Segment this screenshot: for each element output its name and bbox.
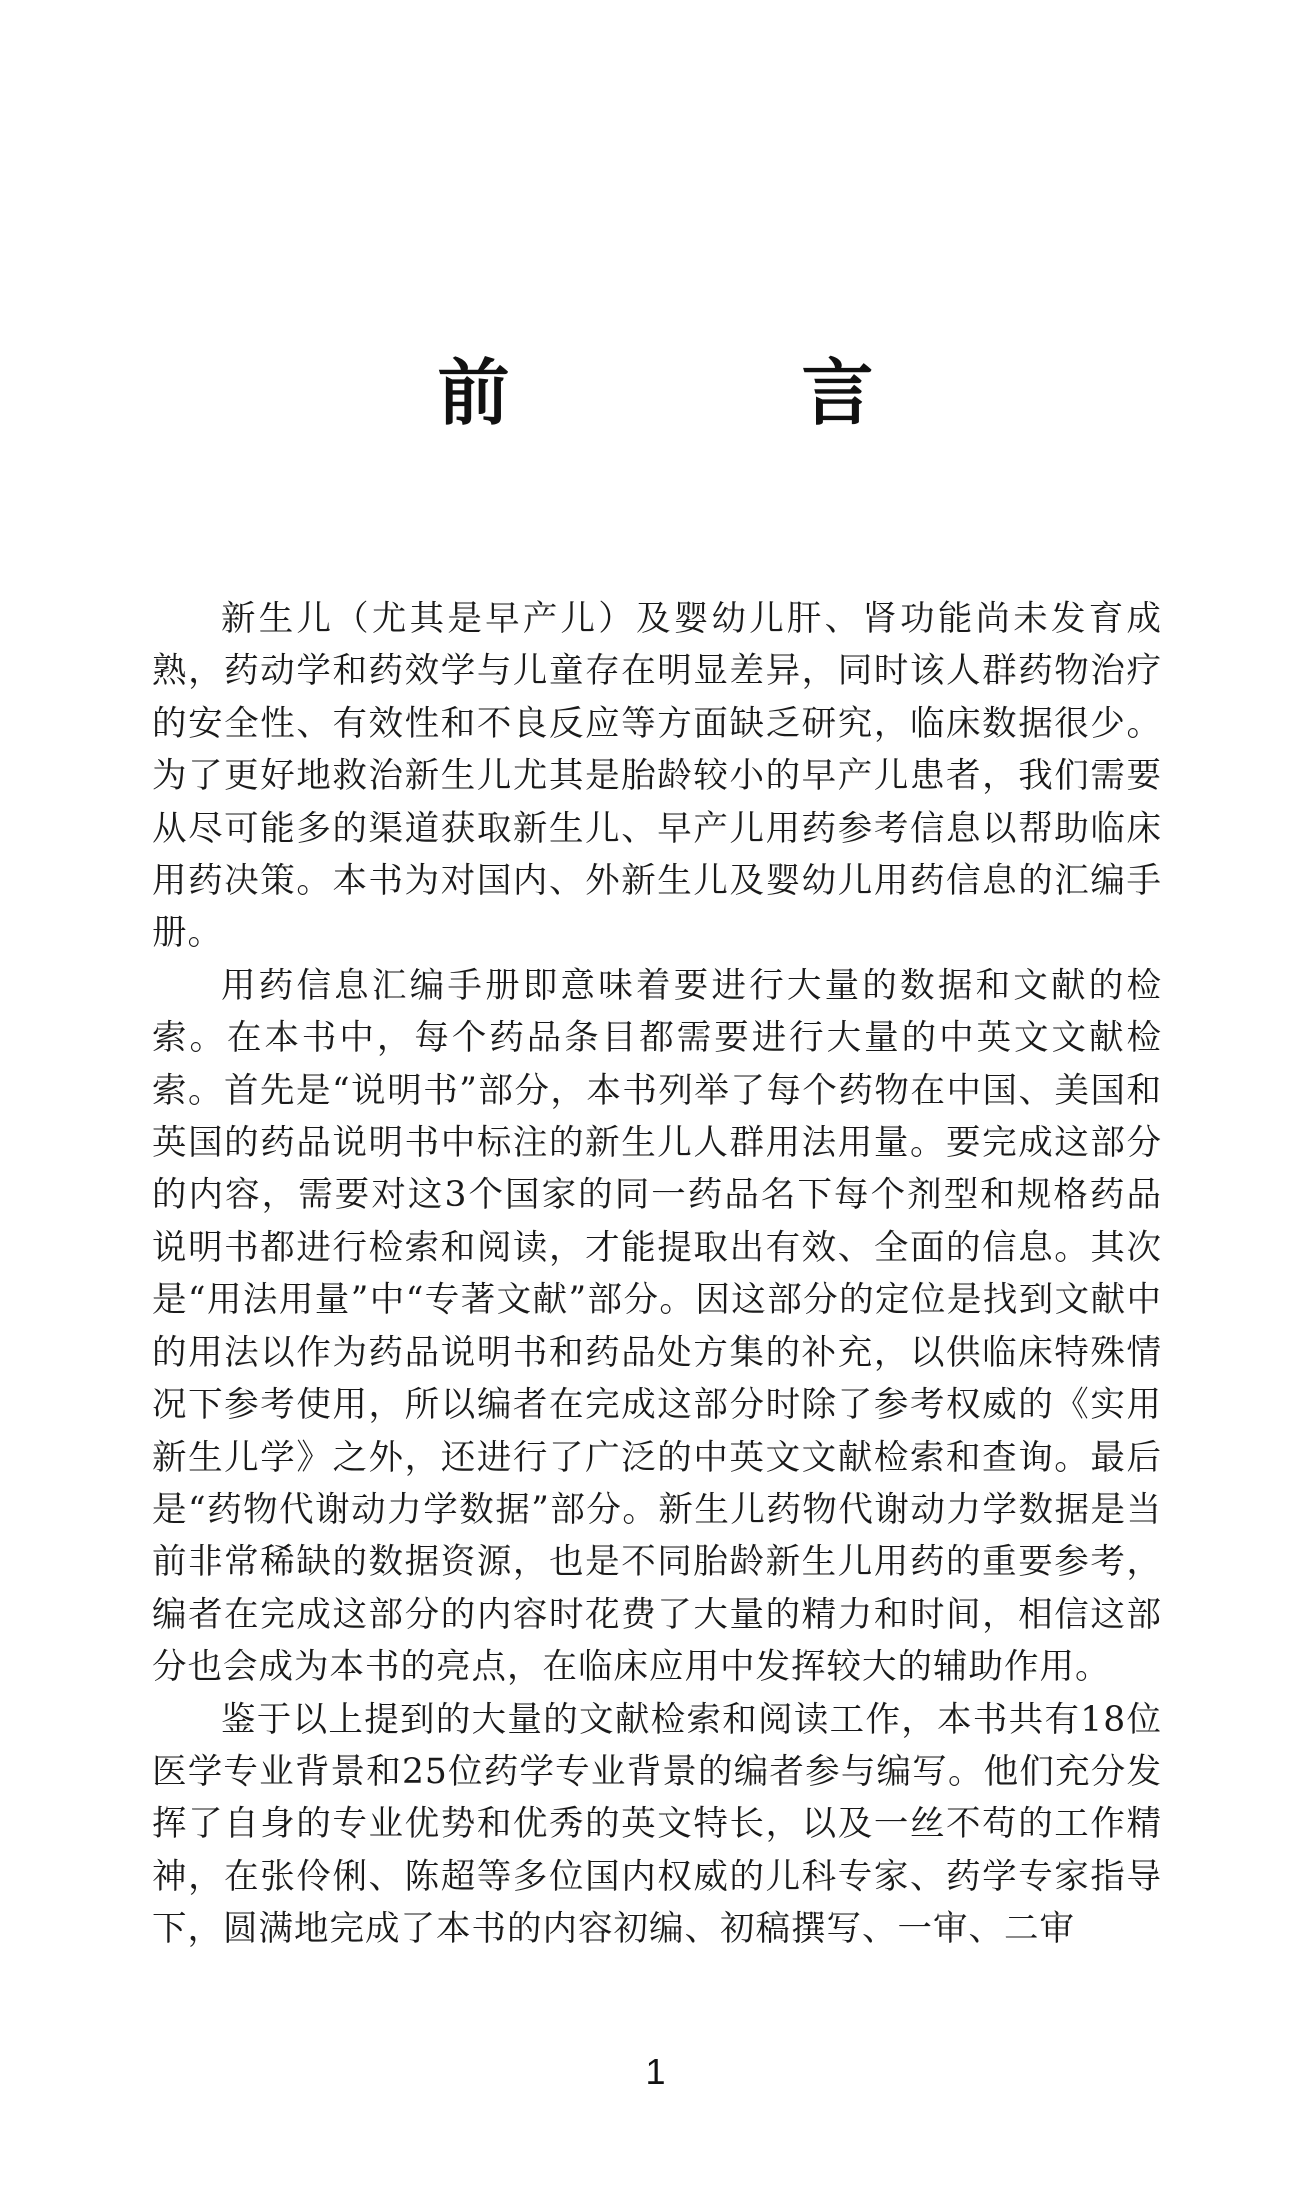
paragraph: 鉴于以上提到的大量的文献检索和阅读工作，本书共有18位医学专业背景和25位药学专业背景的编者参与编写。他们充分发挥了自身的专业优势和优秀的英文特长，以及一丝不苟的工作精神，在张伶俐、陈超等多位国内权威的儿科专家、药学专家指导下，圆满地完成了本书的内容初编、初稿撰写、一审、二审 (152, 1699, 1162, 1950)
preface-body (152, 593, 1162, 1956)
paragraph: 新生儿（尤其是早产儿）及婴幼儿肝、肾功能尚未发育成熟，药动学和药效学与儿童存在明显差异，同时该人群药物治疗的安全性、有效性和不良反应等方面缺乏研究，临床数据很少。为了更好地救治新生儿尤其是胎龄较小的早产儿患者，我们需要从尽可能多的渠道获取新生儿、早产儿用药参考信息以帮助临床用药决策。本书为对国内、外新生儿及婴幼儿用药信息的汇编手册。 (152, 599, 1162, 954)
paragraph: 用药信息汇编手册即意味着要进行大量的数据和文献的检索。在本书中，每个药品条目都需要进行大量的中英文文献检索。首先是“说明书”部分，本书列举了每个药物在中国、美国和英国的药品说明书中标注的新生儿人群用法用量。要完成这部分的内容，需要对这3个国家的同一药品名下每个剂型和规格药品说明书都进行检索和阅读，才能提取出有效、全面的信息。其次是“用法用量”中“专著文献”部分。因这部分的定位是找到文献中的用法以作为药品说明书和药品处方集的补充，以供临床特殊情况下参考使用，所以编者在完成这部分时除了参考权威的《实用新生儿学》之外，还进行了广泛的中英文文献检索和查询。最后是“药物代谢动力学数据”部分。新生儿药物代谢动力学数据是当前非常稀缺的数据资源，也是不同胎龄新生儿用药的重要参考，编者在完成这部分的内容时花费了大量的精力和时间，相信这部分也会成为本书的亮点，在临床应用中发挥较大的辅助作用。 (152, 965, 1162, 1688)
page-number: 1 (645, 2051, 666, 2092)
page-title: 前 言 (437, 351, 984, 436)
